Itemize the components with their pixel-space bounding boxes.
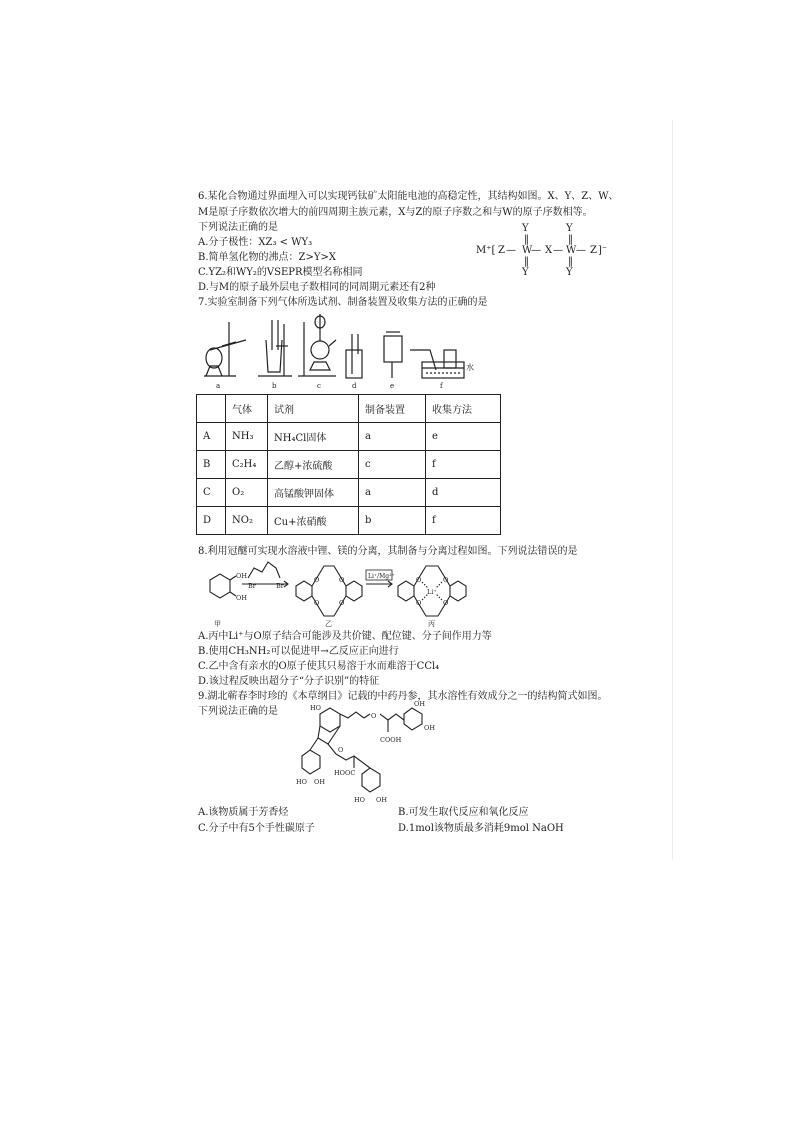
q8-oh-2: OH: [236, 594, 247, 602]
q8-li-ion: Li⁺: [427, 588, 437, 596]
q8-o-5: O: [416, 576, 422, 584]
q6-option-a: A.分子极性：XZ₃ < WY₃: [198, 237, 313, 248]
q9-ho-top: HO: [310, 704, 321, 712]
table-cell: NH₄Cl固体: [268, 423, 359, 451]
table-header-cell: 制备装置: [359, 395, 426, 423]
q9-oh-4: OH: [376, 796, 387, 804]
table-cell: d: [426, 479, 501, 507]
dibromo-chain: [248, 562, 280, 578]
q6-z-right: Z: [590, 245, 597, 256]
q6-line1: 6.某化合物通过界面埋入可以实现钙钛矿太阳能电池的高稳定性，其结构如图。X、Y、Z、W、: [198, 191, 619, 202]
table-cell: f: [426, 507, 501, 535]
apparatus-c: [298, 314, 336, 376]
table-row: [197, 451, 501, 479]
q9-cooh: COOH: [380, 736, 402, 744]
q6-cation: M⁺[: [476, 245, 496, 256]
q6-bond-2: —: [531, 245, 541, 256]
q6-y-bottom-left: Y: [522, 267, 529, 278]
table-cell: O₂: [226, 479, 268, 507]
table-cell: f: [426, 451, 501, 479]
q8-o-1: O: [314, 576, 320, 584]
apparatus-b: [258, 320, 292, 376]
q6-x: X: [545, 245, 553, 256]
q9-hooc: HOOC: [334, 769, 356, 777]
q9-option-c: C.分子中有5个手性碳原子: [198, 823, 315, 834]
table-header-cell: 收集方法: [426, 395, 501, 423]
table-header-cell: 气体: [226, 395, 268, 423]
q8-o-2: O: [339, 576, 345, 584]
q8-label-bing: 丙: [428, 620, 435, 628]
q9-ho-2: HO: [354, 796, 365, 804]
q8-br-1: Br: [248, 582, 256, 590]
q9-stem-line2: 下列说法正确的是: [198, 706, 278, 717]
apparatus-label-c: c: [317, 382, 321, 390]
q8-option-b: B.使用CH₃NH₂可以促进甲→乙反应正向进行: [198, 646, 399, 657]
q6-y-top-left: Y: [522, 223, 529, 234]
q6-bond-3: —: [553, 245, 563, 256]
q9-ho-bottom: HO: [296, 778, 307, 786]
catechol-ring-3: [362, 768, 380, 792]
q6-bond-1: —: [506, 245, 516, 256]
apparatus-label-a: a: [216, 382, 221, 390]
table-row: [197, 507, 501, 535]
q6-z-left: Z: [498, 245, 505, 256]
q8-option-a: A.丙中Li⁺与O原子结合可能涉及共价键、配位键、分子间作用力等: [198, 631, 492, 642]
apparatus-e: [384, 332, 402, 378]
table-cell: NH₃: [226, 423, 268, 451]
table-cell: c: [359, 451, 426, 479]
table-cell: b: [359, 507, 426, 535]
q7-stem: 7.实验室制备下列气体所选试剂、制备装置及收集方法的正确的是: [198, 297, 488, 308]
table-row: [197, 423, 501, 451]
q8-o-8: O: [443, 599, 449, 607]
apparatus-d: [346, 334, 362, 378]
catechol-ring-2: [302, 750, 320, 774]
q6-w-right: W: [566, 245, 577, 256]
apparatus-label-d: d: [352, 382, 357, 390]
table-cell: B: [197, 451, 226, 479]
q8-o-7: O: [416, 599, 422, 607]
q8-o-4: O: [339, 599, 345, 607]
q8-option-c: C.乙中含有亲水的O原子使其只易溶于水而难溶于CCl₄: [198, 661, 440, 672]
q8-stem: 8.利用冠醚可实现水溶液中锂、镁的分离，其制备与分离过程如图。下列说法错误的是: [198, 546, 578, 557]
q6-y-bottom-right: Y: [566, 267, 573, 278]
q8-option-d: D.该过程反映出超分子“分子识别”的特征: [198, 676, 380, 687]
q8-reaction-scheme: [196, 558, 496, 630]
q9-oh-3: OH: [314, 778, 325, 786]
table-cell: Cu+浓硝酸: [268, 507, 359, 535]
crown-ether: [296, 566, 362, 616]
apparatus-label-e: e: [390, 382, 395, 390]
table-header-cell: 试剂: [268, 395, 359, 423]
q9-stem-line1: 9.湖北蕲春李时珍的《本草纲目》记载的中药丹参，其水溶性有效成分之一的结构简式如图。: [198, 691, 608, 702]
q9-option-d: D.1mol该物质最多消耗9mol NaOH: [398, 823, 564, 834]
apparatus-label-f: f: [440, 382, 443, 390]
apparatus-f: [410, 350, 464, 378]
q8-o-3: O: [314, 599, 320, 607]
table-cell: 乙醇+浓硫酸: [268, 451, 359, 479]
table-cell: A: [197, 423, 226, 451]
q6-w-left: W: [522, 245, 533, 256]
q6-option-b: B.简单氢化物的沸点：Z>Y>X: [198, 252, 336, 263]
q9-option-a: A.该物质属于芳香烃: [198, 807, 289, 818]
q6-y-top-right: Y: [566, 223, 573, 234]
table-header-cell: [197, 395, 226, 423]
q7-answer-table: [196, 394, 501, 535]
q6-anion-close: ]⁻: [598, 245, 608, 256]
table-cell: D: [197, 507, 226, 535]
q8-oh-1: OH: [236, 572, 247, 580]
table-cell: e: [426, 423, 501, 451]
q6-bond-4: —: [576, 245, 586, 256]
q8-reagent: Li⁺/Mg²⁺: [368, 573, 395, 580]
table-cell: NO₂: [226, 507, 268, 535]
page-edge-shadow: [672, 120, 673, 860]
table-row: [197, 479, 501, 507]
q6-option-d: D.与M的原子最外层电子数相同的同周期元素还有2种: [198, 282, 436, 293]
q6-line2: M是原子序数依次增大的前四周期主族元素，X与Z的原子序数之和与W的原子序数相等。: [198, 207, 593, 218]
q9-structure-figure: [296, 700, 456, 808]
q8-label-yi: 乙: [325, 620, 332, 628]
q9-oh-1: OH: [414, 700, 425, 708]
q6-double-bond-top-left: ‖: [524, 234, 529, 245]
q6-double-bond-bottom-left: ‖: [524, 256, 529, 267]
q9-option-b: B.可发生取代反应和氧化反应: [398, 807, 529, 818]
table-header-row: [197, 395, 501, 423]
q6-structure-formula: [470, 222, 640, 282]
table-cell: 高锰酸钾固体: [268, 479, 359, 507]
benzofuran-ring: [320, 708, 340, 732]
table-cell: a: [359, 479, 426, 507]
table-cell: C₂H₄: [226, 451, 268, 479]
q6-option-c: C.YZ₂和WY₂的VSEPR模型名称相同: [198, 267, 363, 278]
table-cell: a: [359, 423, 426, 451]
q8-o-6: O: [443, 576, 449, 584]
q6-double-bond-bottom-right: ‖: [568, 256, 573, 267]
q9-ester-o-2: O: [338, 746, 344, 754]
q8-label-jia: 甲: [214, 620, 221, 628]
apparatus-label-b: b: [272, 382, 277, 390]
catechol-ring-1: [404, 708, 422, 730]
table-cell: C: [197, 479, 226, 507]
apparatus-a: [204, 322, 246, 376]
q9-ester-o-1: O: [371, 712, 377, 720]
catechol-ring: [210, 574, 230, 598]
q7-apparatus-figure: [196, 310, 496, 390]
q9-oh-2: OH: [424, 724, 435, 732]
q8-br-2: Br: [276, 582, 284, 590]
water-label: 水: [466, 363, 474, 372]
q6-stem: 下列说法正确的是: [198, 222, 278, 233]
q6-double-bond-top-right: ‖: [568, 234, 573, 245]
